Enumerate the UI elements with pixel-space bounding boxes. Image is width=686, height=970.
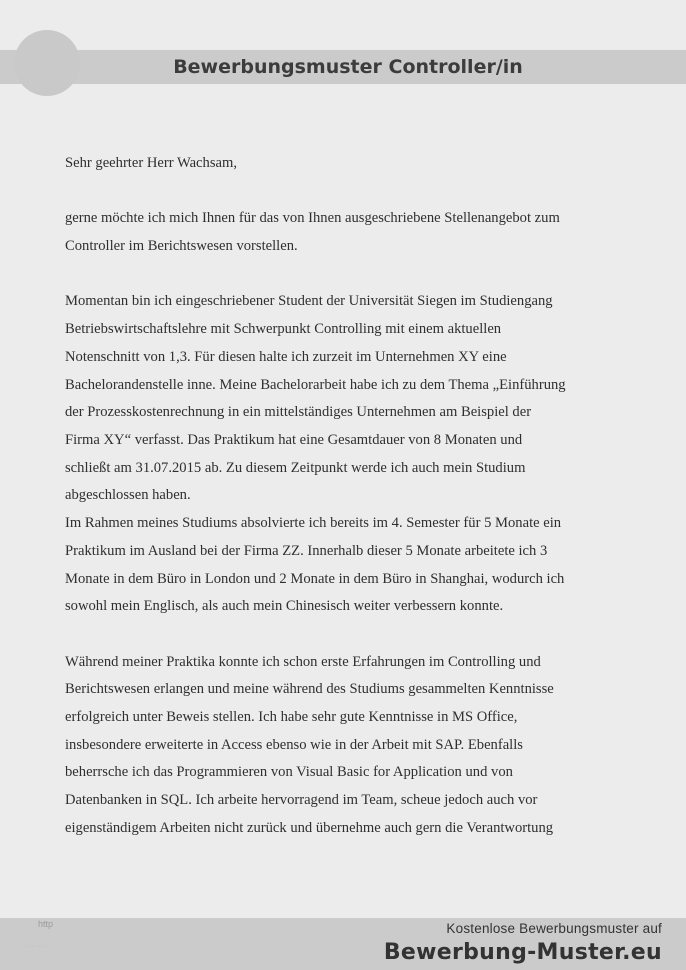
page-title: Bewerbungsmuster Controller/in: [173, 56, 523, 78]
footer-tagline: Kostenlose Bewerbungsmuster auf: [446, 921, 662, 936]
paragraph-line: Datenbanken in SQL. Ich arbeite hervorragend im Team, scheue jedoch auch vor: [65, 792, 538, 809]
paragraph-line: insbesondere erweiterte in Access ebenso wie in der Arbeit mit SAP. Ebenfalls: [65, 736, 523, 753]
footer-watermark: http: [38, 919, 54, 929]
paragraph-line: Praktikum im Ausland bei der Firma ZZ. Innerhalb dieser 5 Monate arbeitete ich 3: [65, 542, 548, 559]
letter-body: [65, 150, 625, 843]
paragraph-line: Betriebswirtschaftslehre mit Schwerpunkt Controlling mit einem aktuellen: [65, 321, 502, 338]
paragraph-line: Controller im Berichtswesen vorstellen.: [65, 238, 298, 255]
paragraph-line: erfolgreich unter Beweis stellen. Ich habe sehr gute Kenntnisse in MS Office,: [65, 709, 518, 726]
paragraph-line: Während meiner Praktika konnte ich schon erste Erfahrungen im Controlling und: [65, 653, 541, 670]
paragraph-line: Momentan bin ich eingeschriebener Student der Universität Siegen im Studiengang: [65, 293, 553, 310]
paragraph-line: Bachelorandenstelle inne. Meine Bachelorarbeit habe ich zu dem Thema „Einführung: [65, 376, 566, 393]
paragraph-line: sowohl mein Englisch, als auch mein Chinesisch weiter verbessern konnte.: [65, 598, 504, 615]
paragraph-line: Firma XY“ verfasst. Das Praktikum hat eine Gesamtdauer von 8 Monaten und: [65, 432, 523, 448]
paragraph-line: abgeschlossen haben.: [65, 487, 191, 504]
footer-watermark-small: · · · · · · ·: [24, 944, 48, 950]
paragraph-line: beherrsche ich das Programmieren von Visual Basic for Application und von: [65, 764, 513, 781]
paragraph-line: schließt am 31.07.2015 ab. Zu diesem Zeitpunkt werde ich auch mein Studium: [65, 459, 526, 476]
paragraph-line: Notenschnitt von 1,3. Für diesen halte ich zurzeit im Unternehmen XY eine: [65, 348, 507, 365]
paragraph-line: Im Rahmen meines Studiums absolvierte ich bereits im 4. Semester für 5 Monate ein: [65, 515, 562, 532]
paragraph-line: Berichtswesen erlangen und meine während des Studiums gesammelten Kenntnisse: [65, 681, 554, 698]
paragraph-line: Monate in dem Büro in London und 2 Monate in dem Büro in Shanghai, wodurch ich: [65, 570, 565, 587]
footer-site-link[interactable]: Bewerbung-Muster.eu: [383, 940, 662, 965]
paragraph-line: der Prozesskostenrechnung in ein mittelständiges Unternehmen am Beispiel der: [65, 404, 532, 421]
salutation: Sehr geehrter Herr Wachsam,: [65, 155, 237, 171]
paragraph-line: gerne möchte ich mich Ihnen für das von Ihnen ausgeschriebene Stellenangebot zum: [65, 210, 560, 227]
paragraph-line: eigenständigem Arbeiten nicht zurück und übernehme auch gern die Verantwortung: [65, 819, 554, 836]
